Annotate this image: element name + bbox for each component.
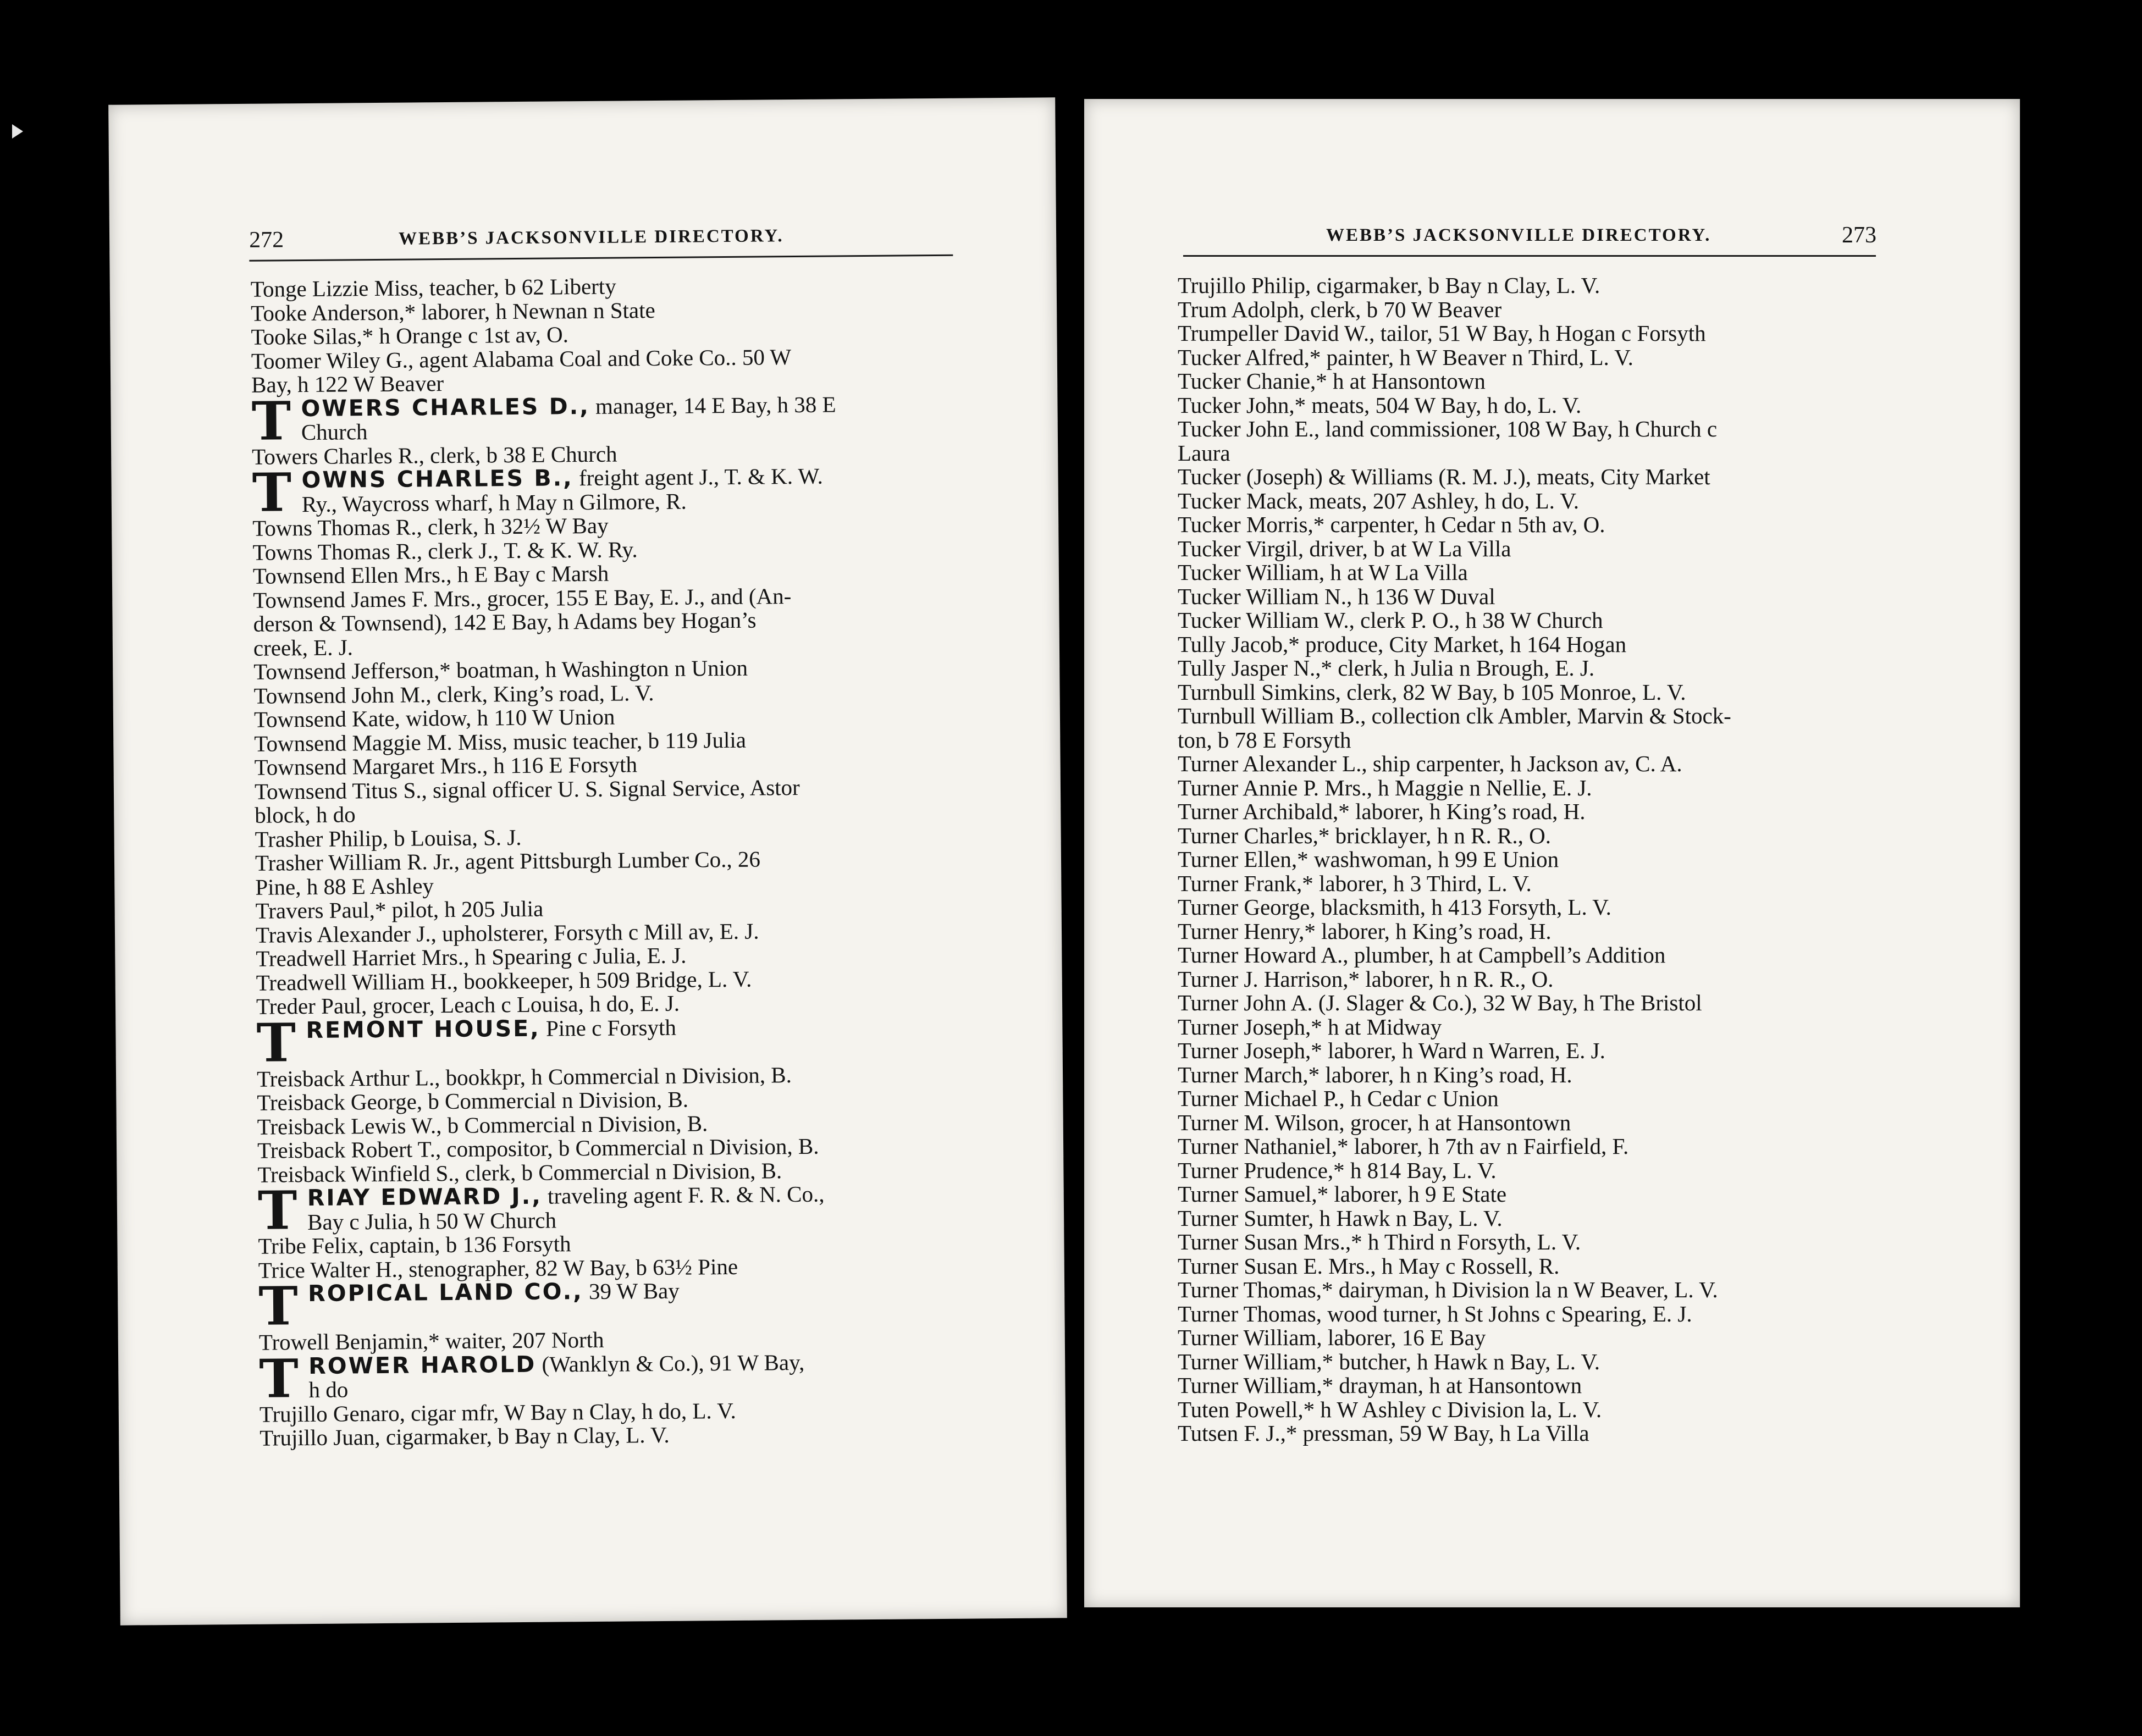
entry-continuation: Church [301,419,368,445]
entry-line: Turner Charles,* bricklayer, h n R. R., O. [1178,822,1551,848]
directory-entry [1178,895,1903,920]
directory-entry [1178,1422,1903,1446]
entry-line: Turner Nathaniel,* laborer, h 7th av n Fairfield, F. [1178,1134,1629,1159]
directory-entry [1178,1063,1903,1087]
entry-line: Townsend John M., clerk, King’s road, L. V. [253,679,654,709]
directory-entry [1178,369,1903,394]
entry-line: Turner William,* butcher, h Hawk n Bay, L. V. [1178,1348,1600,1374]
directory-entry [1178,633,1903,657]
directory-entry [1178,991,1903,1015]
entry-line: Tuten Powell,* h W Ashley c Division la, L. V. [1178,1396,1602,1422]
featured-entry [257,1179,984,1242]
directory-entry [1178,322,1903,346]
left-page-header [109,224,1056,259]
entry-line: Turner Annie P. Mrs., h Maggie n Nellie, E. J. [1178,775,1592,800]
entry-line: Turner Howard A., plumber, h at Campbell’s Addition [1178,942,1666,967]
directory-entry [1178,920,1903,944]
entry-line: Treisback Robert T., compositor, b Commercial n Division, B. [257,1133,819,1163]
entry-line: Townsend James F. Mrs., grocer, 155 E Bay, E. J., and (An- [253,583,792,613]
drop-cap: T [251,389,291,452]
directory-entry [255,774,981,827]
entry-text: (Wanklyn & Co.), 91 W Bay, [536,1349,805,1377]
drop-cap: T [258,1347,299,1410]
directory-entry [1178,537,1903,561]
entry-line: Turner Alexander L., ship carpenter, h Jackson av, C. A. [1178,751,1682,776]
directory-entry [1178,1374,1903,1398]
drop-cap: T [257,1179,297,1242]
directory-entry [1178,561,1903,585]
entry-line: Turner Ellen,* washwoman, h 99 E Union [1178,847,1559,872]
directory-entry [1178,1350,1903,1374]
entry-text: manager, 14 E Bay, h 38 E [589,391,836,419]
directory-entry [1178,1087,1903,1111]
directory-entry [1178,513,1903,537]
entry-continuation: Laura [1178,440,1230,466]
drop-cap: T [252,461,292,524]
directory-entry [1178,1398,1903,1422]
entry-line: Townsend Titus S., signal officer U. S. Signal Service, Astor [254,774,800,804]
directory-entry [1178,609,1903,633]
entry-line: Townsend Margaret Mrs., h 116 E Forsyth [254,751,638,780]
entry-line: Trujillo Genaro, cigar mfr, W Bay n Clay, h do, L. V. [259,1397,736,1427]
featured-name: OWERS CHARLES D., [301,392,590,422]
page-corner-mark [12,124,23,139]
entry-line: Turner John A. (J. Slager & Co.), 32 W Bay, h The Bristol [1178,990,1702,1015]
directory-entry [1178,943,1903,967]
entry-line: Tucker Chanie,* h at Hansontown [1178,368,1486,394]
entry-line: Townsend Maggie M. Miss, music teacher, b 119 Julia [254,727,747,756]
entry-continuation: ton, b 78 E Forsyth [1178,727,1351,753]
entry-line: Turner Sumter, h Hawk n Bay, L. V. [1178,1205,1503,1231]
entry-line: Trumpeller David W., tailor, 51 W Bay, h Hogan c Forsyth [1178,320,1706,346]
directory-entry [1178,848,1903,872]
left-page [108,97,1067,1625]
entry-line: Tonge Lizzie Miss, teacher, b 62 Liberty [250,273,616,302]
entry-line: Treadwell William H., bookkeeper, h 509 Bridge, L. V. [256,966,752,996]
drop-cap: T [256,1011,296,1074]
featured-name: RIAY EDWARD J., [307,1182,543,1212]
entry-line [306,1013,982,1042]
entry-line: Turner William,* drayman, h at Hansontown [1178,1373,1582,1398]
entry-text: freight agent J., T. & K. W. [573,463,823,491]
directory-entry [1178,776,1903,800]
directory-entry [1178,967,1903,992]
entry-continuation: h do [308,1376,349,1403]
entry-line: Towns Thomas R., clerk, h 32½ W Bay [252,512,609,541]
directory-entry [251,344,978,397]
entry-line: Turner Thomas, wood turner, h St Johns c Spearing, E. J. [1178,1301,1692,1326]
directory-entry [1178,1039,1903,1063]
entry-line: Tucker William, h at W La Villa [1178,560,1468,585]
directory-entry [1178,417,1903,465]
entry-line: Treder Paul, grocer, Leach c Louisa, h do, E. J. [256,990,680,1019]
directory-entry [253,583,979,660]
entry-text: Pine c Forsyth [540,1014,677,1041]
directory-entry [1178,704,1903,752]
entry-line: Tucker Alfred,* painter, h W Beaver n Third, L. V. [1178,344,1633,370]
entry-line: Trujillo Philip, cigarmaker, b Bay n Clay, L. V. [1178,273,1600,298]
page-number: 272 [249,227,284,253]
entry-line: Tucker (Joseph) & Williams (R. M. J.), meats, City Market [1178,464,1710,489]
directory-entry [260,1420,985,1450]
entry-line: Turner Frank,* laborer, h 3 Third, L. V. [1178,870,1532,896]
featured-name: REMONT HOUSE, [306,1015,540,1043]
featured-entry [256,1011,982,1074]
entry-continuation: derson & Townsend), 142 E Bay, h Adams bey Hogan’s [253,607,757,637]
entry-line: Turner Samuel,* laborer, h 9 E State [1178,1181,1507,1207]
entry-line: Turner Susan Mrs.,* h Third n Forsyth, L. V. [1178,1229,1581,1254]
entry-text: traveling agent F. R. & N. Co., [542,1181,825,1209]
directory-entry [1178,298,1903,322]
running-title: WEBB’S JACKSONVILLE DIRECTORY. [1326,225,1712,245]
entry-line: Trujillo Juan, cigarmaker, b Bay n Clay, L. V. [260,1422,670,1451]
entry-line: Treisback George, b Commercial n Division, B. [257,1086,689,1115]
entry-line: Turnbull Simkins, clerk, 82 W Bay, b 105 Monroe, L. V. [1178,679,1686,705]
entry-line: Tully Jasper N.,* clerk, h Julia n Brough, E. J. [1178,655,1595,681]
directory-entry [1178,394,1903,418]
entry-line: Treadwell Harriet Mrs., h Spearing c Julia, E. J. [256,942,687,971]
entry-line [308,1276,984,1306]
entry-line: Towers Charles R., clerk, b 38 E Church [252,441,617,469]
entry-continuation: Pine, h 88 E Ashley [255,872,434,900]
directory-entry [1178,1302,1903,1326]
entry-line: Tutsen F. J.,* pressman, 59 W Bay, h La Villa [1178,1420,1589,1446]
directory-entries [251,272,986,1450]
directory-entry [1178,1326,1903,1350]
entry-line: Turner Prudence,* h 814 Bay, L. V. [1178,1157,1497,1183]
entry-text: 39 W Bay [583,1278,680,1304]
entry-line: Towns Thomas R., clerk J., T. & K. W. Ry. [252,536,638,565]
entry-line: Tooke Anderson,* laborer, h Newnan n State [250,297,655,326]
entry-continuation: Bay, h 122 W Beaver [251,371,444,397]
entry-line: Toomer Wiley G., agent Alabama Coal and Coke Co.. 50 W [251,344,792,374]
running-title: WEBB’S JACKSONVILLE DIRECTORY. [398,226,784,249]
entry-line: Turner Henry,* laborer, h King’s road, H. [1178,918,1552,944]
featured-name: ROPICAL LAND CO., [307,1278,583,1307]
entry-line: Turner Joseph,* laborer, h Ward n Warren, E. J. [1178,1038,1605,1063]
directory-entry [1178,824,1903,848]
entry-line: Townsend Jefferson,* boatman, h Washington n Union [253,655,748,684]
entry-line: Trowell Benjamin,* waiter, 207 North [258,1326,604,1355]
entry-line: Tribe Felix, captain, b 136 Forsyth [258,1231,571,1259]
entry-line: Tucker John,* meats, 504 W Bay, h do, L. V. [1178,392,1582,418]
directory-entry [1178,681,1903,705]
directory-entry [1178,274,1903,298]
directory-entry [1178,872,1903,896]
featured-name: ROWER HAROLD [308,1351,537,1379]
directory-entry [1178,1111,1903,1135]
entry-line: Turner William, laborer, 16 E Bay [1178,1325,1486,1350]
entry-continuation: creek, E. J. [253,634,354,661]
header-rule [1183,255,1876,257]
directory-entry [1178,1015,1903,1040]
directory-entry [1178,465,1903,489]
entry-line: Tucker Mack, meats, 207 Ashley, h do, L. V. [1178,488,1579,513]
entry-line: Tucker John E., land commissioner, 108 W Bay, h Church c [1178,416,1718,441]
directory-entry [1178,489,1903,513]
featured-entry [258,1275,985,1337]
entry-line: Tucker Virgil, driver, b at W La Villa [1178,535,1511,561]
entry-line: Turner Joseph,* h at Midway [1178,1014,1442,1040]
page-number: 273 [1842,223,1876,248]
featured-name: OWNS CHARLES B., [301,465,573,494]
entry-line: Turner J. Harrison,* laborer, h n R. R., O. [1178,966,1554,992]
entry-line: Turner Michael P., h Cedar c Union [1178,1086,1499,1111]
directory-entry [1178,585,1903,609]
directory-entry [1178,1230,1903,1254]
featured-entry [258,1347,985,1410]
directory-entry [1178,1182,1903,1207]
entry-line: Turner Thomas,* dairyman, h Division la n W Beaver, L. V. [1178,1277,1718,1302]
entry-line: Tucker William W., clerk P. O., h 38 W Church [1178,607,1603,633]
entry-line: Tully Jacob,* produce, City Market, h 164 Hogan [1178,631,1627,657]
entry-line: Tucker Morris,* carpenter, h Cedar n 5th av, O. [1178,512,1605,537]
directory-entry [1178,800,1903,824]
directory-entry [1178,656,1903,681]
entry-line: Treisback Winfield S., clerk, b Commercial n Division, B. [257,1157,782,1187]
entry-continuation: Bay c Julia, h 50 W Church [307,1207,557,1235]
entry-line: Turner Archibald,* laborer, h King’s road, H. [1178,799,1586,824]
entry-continuation: block, h do [255,801,356,828]
drop-cap: T [258,1275,299,1337]
entry-line: Turner M. Wilson, grocer, h at Hansontown [1178,1109,1571,1135]
entry-continuation: Ry., Waycross wharf, h May n Gilmore, R. [301,488,687,517]
entry-line: Townsend Ellen Mrs., h E Bay c Marsh [252,560,609,589]
right-page [1084,99,2020,1607]
directory-entry [255,845,981,899]
directory-entry [1178,1159,1903,1183]
entry-line: Trice Walter H., stenographer, 82 W Bay, b 63½ Pine [258,1253,738,1283]
directory-entry [1178,1278,1903,1302]
directory-entry [1178,1207,1903,1231]
entry-line: Treisback Lewis W., b Commercial n Division, B. [257,1110,708,1140]
entry-line: Travis Alexander J., upholsterer, Forsyth c Mill av, E. J. [255,918,759,948]
entry-line: Treisback Arthur L., bookkpr, h Commercial n Division, B. [256,1061,792,1092]
featured-entry [251,389,978,452]
right-page-header [1084,225,2020,253]
directory-entries [1178,274,1903,1446]
entry-line: Turner George, blacksmith, h 413 Forsyth, L. V. [1178,894,1611,920]
entry-line: Tucker William N., h 136 W Duval [1178,583,1495,609]
directory-entry [1178,1135,1903,1159]
entry-line: Tooke Silas,* h Orange c 1st av, O. [251,322,569,350]
directory-entry [1178,1254,1903,1279]
entry-line: Townsend Kate, widow, h 110 W Union [253,704,615,732]
entry-line: Turnbull William B., collection clk Ambler, Marvin & Stock- [1178,703,1731,728]
entry-line: Trum Adolph, clerk, b 70 W Beaver [1178,296,1502,322]
directory-entry [1178,346,1903,370]
directory-entry [1178,752,1903,776]
entry-line: Turner Susan E. Mrs., h May c Rossell, R. [1178,1253,1560,1279]
entry-line: Travers Paul,* pilot, h 205 Julia [255,895,544,924]
entry-line: Trasher Philip, b Louisa, S. J. [255,824,522,852]
entry-line: Turner March,* laborer, h n King’s road, H. [1178,1061,1572,1087]
entry-line: Trasher William R. Jr., agent Pittsburgh Lumber Co., 26 [255,846,761,876]
featured-entry [252,461,978,524]
